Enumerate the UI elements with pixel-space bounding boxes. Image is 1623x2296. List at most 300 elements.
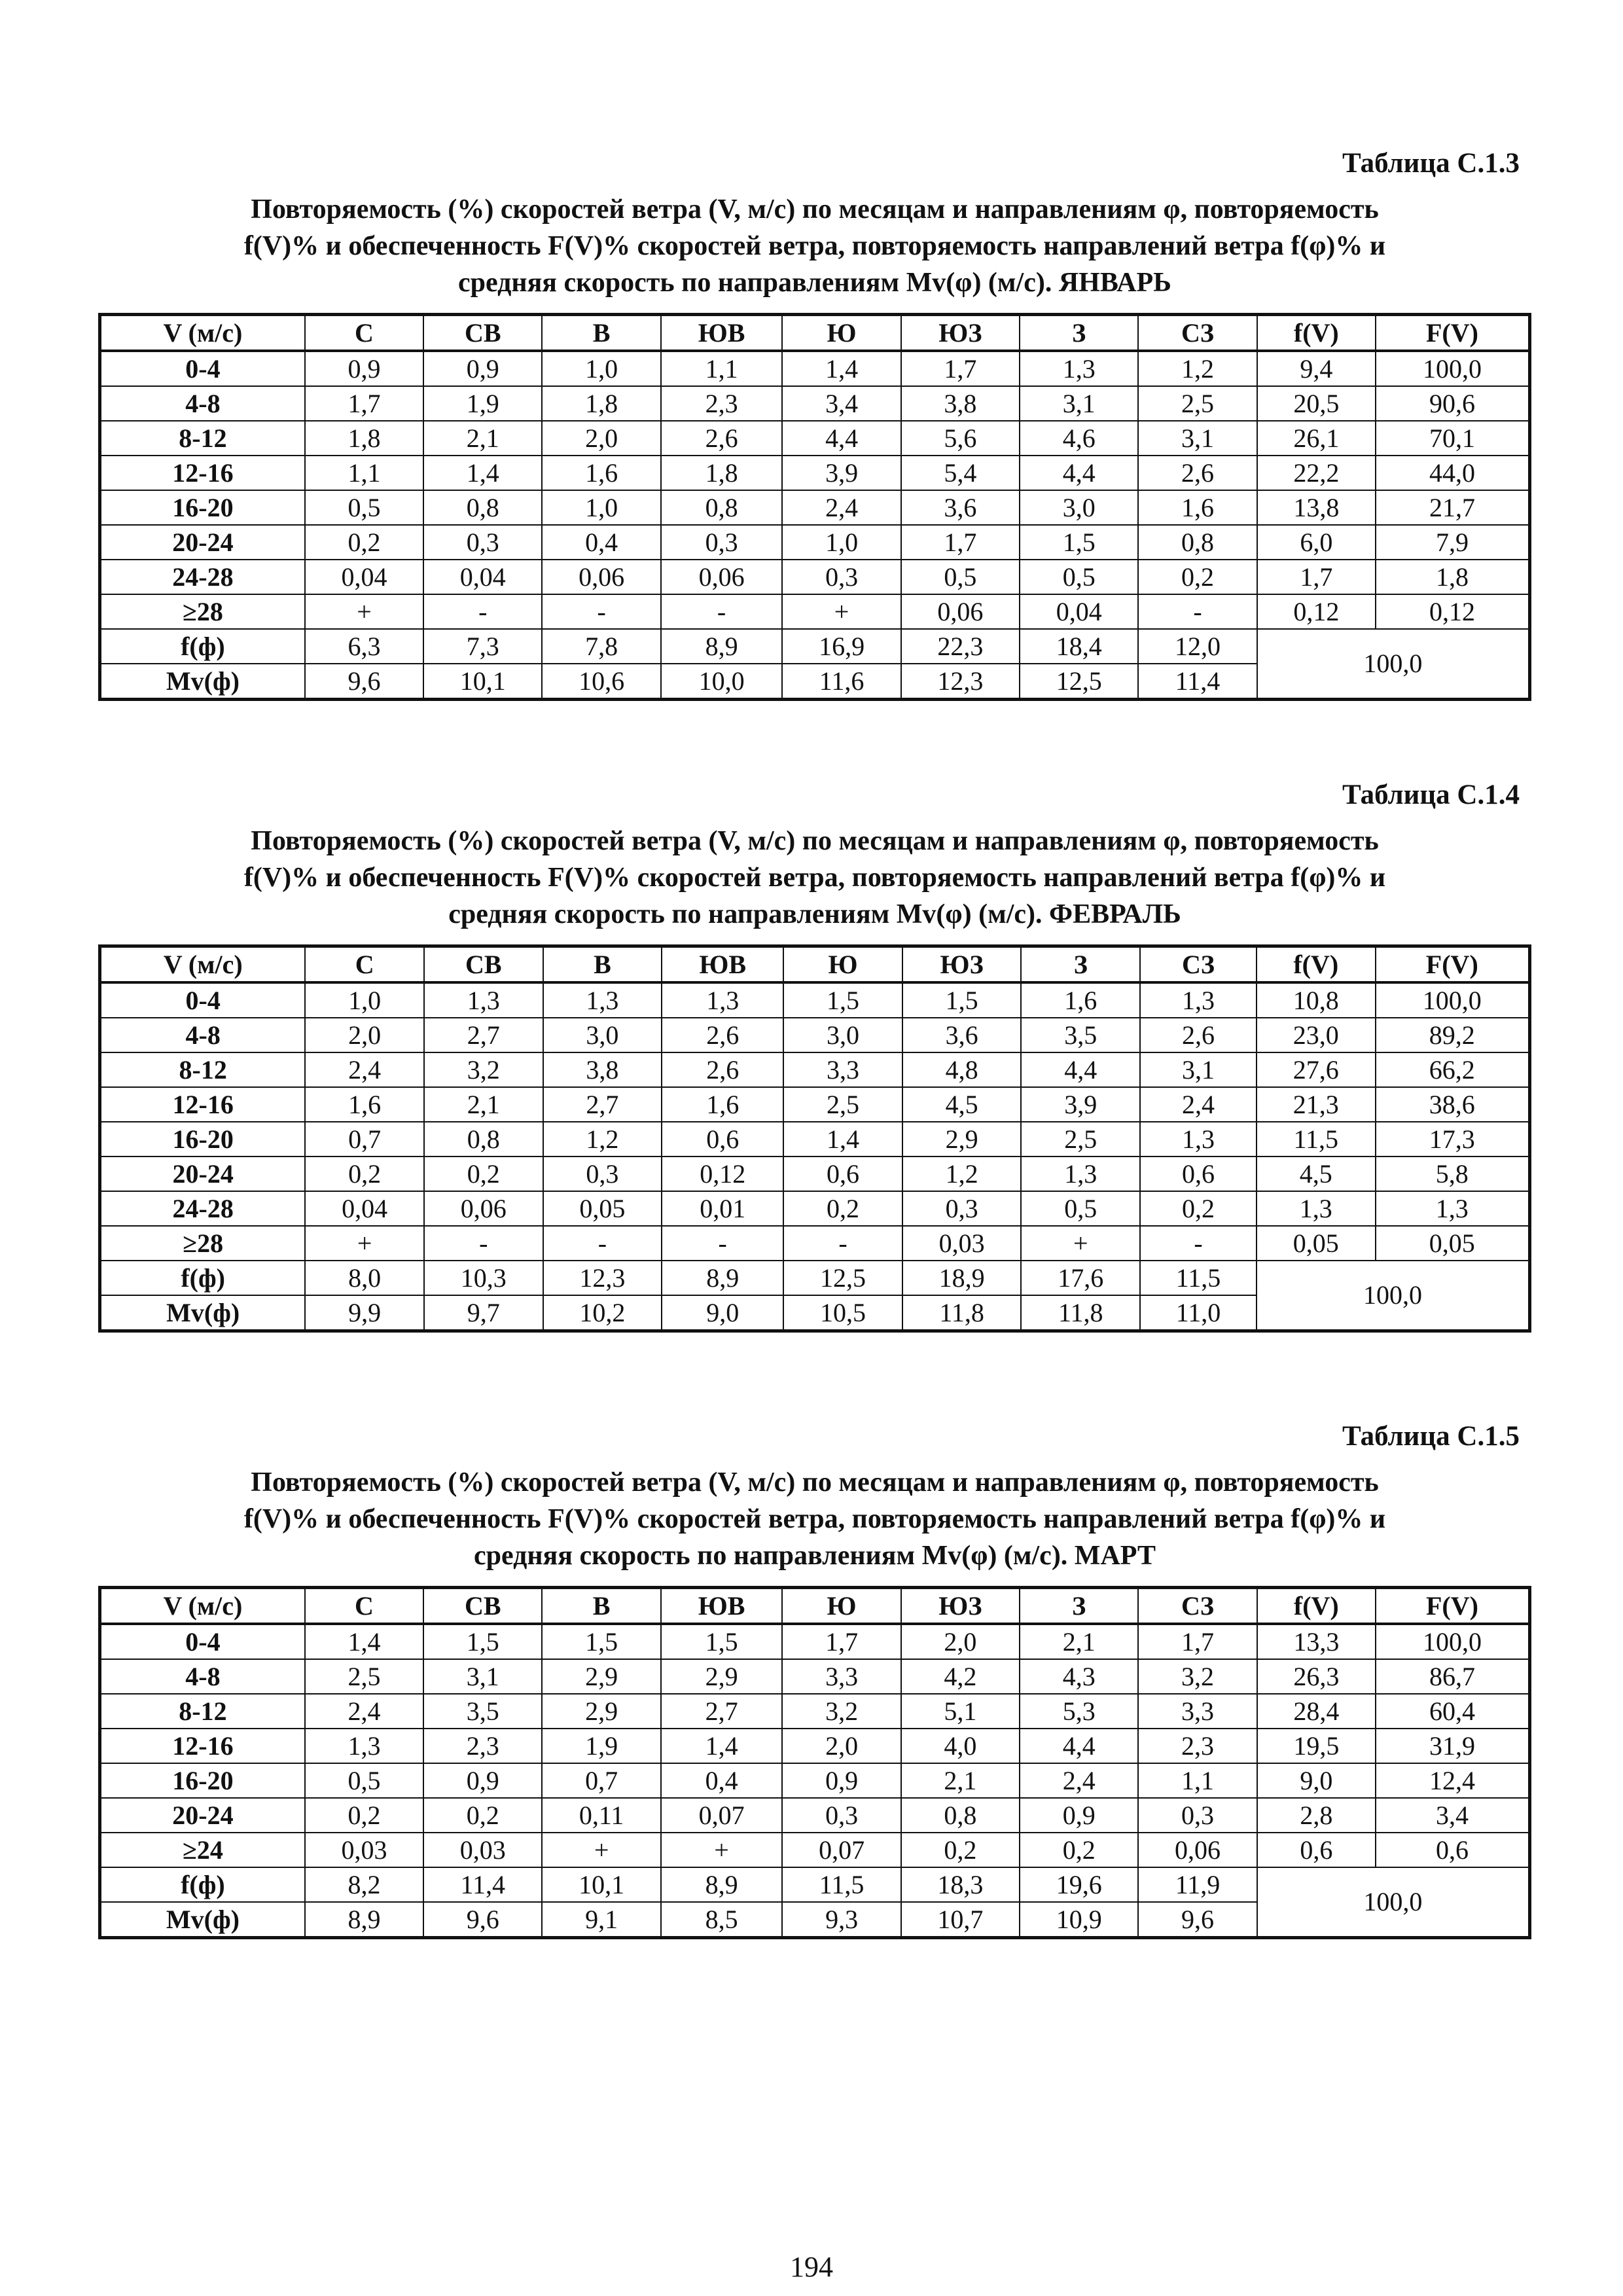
table-cell: 0,03 <box>902 1226 1022 1261</box>
table-cell: 9,1 <box>542 1902 660 1938</box>
table-cell: 1,3 <box>662 982 783 1018</box>
table-cell: 12-16 <box>100 1729 305 1763</box>
table-cell: 3,9 <box>782 456 901 490</box>
table-cell: 2,4 <box>1140 1087 1257 1122</box>
table-cell: 0,07 <box>782 1833 901 1867</box>
table-cell: 10,3 <box>424 1261 543 1295</box>
table-cell: 5,8 <box>1376 1157 1530 1191</box>
table-cell: 0,9 <box>423 1763 542 1798</box>
table-cell: 31,9 <box>1376 1729 1530 1763</box>
direction-frequency-row <box>100 629 1530 664</box>
total-cell: 100,0 <box>1257 1867 1530 1938</box>
table-cell: 0,4 <box>542 525 660 560</box>
table-cell: 3,3 <box>782 1659 901 1694</box>
table-cell: 12,4 <box>1376 1763 1530 1798</box>
table-cell: 1,8 <box>305 421 423 456</box>
table-cell: 2,4 <box>305 1052 424 1087</box>
table-cell: 1,7 <box>782 1624 901 1659</box>
table-cell: 21,7 <box>1376 490 1530 525</box>
table-cell: 1,3 <box>424 982 543 1018</box>
table-cell: - <box>423 594 542 629</box>
table-cell: 19,6 <box>1020 1867 1138 1902</box>
table-cell: 11,9 <box>1138 1867 1257 1902</box>
table-cell: 20-24 <box>100 525 305 560</box>
table-cell: 0,6 <box>1257 1833 1376 1867</box>
table-cell: 1,3 <box>1020 351 1138 386</box>
table-cell: 1,3 <box>1376 1191 1530 1226</box>
table-cell: 3,5 <box>1021 1018 1140 1052</box>
table-cell: 8,0 <box>305 1261 424 1295</box>
table-cell: - <box>661 594 783 629</box>
table-cell: 1,9 <box>542 1729 660 1763</box>
table-cell: 1,8 <box>1376 560 1530 594</box>
table-cell: + <box>305 1226 424 1261</box>
table-row <box>100 1694 1530 1729</box>
table-cell: 0,11 <box>542 1798 660 1833</box>
column-header: f(V) <box>1257 1588 1376 1624</box>
table-cell: 0,04 <box>305 1191 424 1226</box>
table-cell: 3,2 <box>424 1052 543 1087</box>
table-cell: 9,6 <box>305 664 423 700</box>
table-cell: 3,8 <box>901 386 1020 421</box>
table-row <box>100 490 1530 525</box>
table-caption <box>98 191 1531 301</box>
table-cell: 2,6 <box>661 421 783 456</box>
table-cell: 4,2 <box>901 1659 1020 1694</box>
table-cell: 1,6 <box>542 456 660 490</box>
table-cell: 1,3 <box>1140 982 1257 1018</box>
table-block-jan <box>98 147 1531 701</box>
table-cell: + <box>542 1833 660 1867</box>
table-cell: 3,8 <box>543 1052 662 1087</box>
table-cell: 2,8 <box>1257 1798 1376 1833</box>
table-cell: 0,9 <box>782 1763 901 1798</box>
caption-line: средняя скорость по направлениям Mv(φ) (м/с). МАРТ <box>474 1541 1156 1571</box>
table-cell: 5,6 <box>901 421 1020 456</box>
table-cell: 0,7 <box>542 1763 660 1798</box>
table-cell: 100,0 <box>1376 1624 1530 1659</box>
table-cell: 18,9 <box>902 1261 1022 1295</box>
table-cell: 22,3 <box>901 629 1020 664</box>
table-cell: 8,5 <box>661 1902 783 1938</box>
table-cell: 9,0 <box>662 1295 783 1331</box>
table-cell: 2,9 <box>542 1694 660 1729</box>
direction-frequency-row <box>100 1261 1530 1295</box>
table-number: Таблица С.1.5 <box>1342 1421 1520 1452</box>
table-cell: 0,2 <box>783 1191 902 1226</box>
table-cell: 12,3 <box>543 1261 662 1295</box>
table-cell: 10,8 <box>1257 982 1376 1018</box>
table-cell: 11,4 <box>1138 664 1257 700</box>
table-cell: 8,9 <box>662 1261 783 1295</box>
table-cell: 2,0 <box>305 1018 424 1052</box>
table-cell: 20,5 <box>1257 386 1376 421</box>
table-cell: 90,6 <box>1376 386 1530 421</box>
table-cell: 3,9 <box>1021 1087 1140 1122</box>
table-cell: 10,1 <box>542 1867 660 1902</box>
table-cell: 100,0 <box>1376 351 1530 386</box>
table-cell: 0,04 <box>1020 594 1138 629</box>
table-cell: - <box>783 1226 902 1261</box>
direction-frequency-row <box>100 1867 1530 1902</box>
table-cell: 1,4 <box>423 456 542 490</box>
table-cell: 2,6 <box>1140 1018 1257 1052</box>
table-cell: 0,5 <box>901 560 1020 594</box>
table-cell: 1,4 <box>783 1122 902 1157</box>
table-cell: 2,7 <box>661 1694 783 1729</box>
table-cell: + <box>661 1833 783 1867</box>
table-cell: 0,12 <box>1257 594 1376 629</box>
table-cell: 0,6 <box>1376 1833 1530 1867</box>
table-cell: 0,2 <box>305 1157 424 1191</box>
table-cell: 3,6 <box>902 1018 1022 1052</box>
table-cell: 0,3 <box>661 525 783 560</box>
table-cell: 2,1 <box>424 1087 543 1122</box>
wind-table <box>98 1586 1531 1939</box>
column-header: f(V) <box>1257 946 1376 983</box>
table-cell: 1,5 <box>902 982 1022 1018</box>
column-header: ЮВ <box>662 946 783 983</box>
table-cell: + <box>305 594 423 629</box>
table-cell: 3,1 <box>1020 386 1138 421</box>
table-cell: 0,07 <box>661 1798 783 1833</box>
table-cell: f(ф) <box>100 1867 305 1902</box>
table-cell: 10,9 <box>1020 1902 1138 1938</box>
table-cell: 1,5 <box>542 1624 660 1659</box>
column-header: СЗ <box>1140 946 1257 983</box>
table-cell: 2,3 <box>1138 1729 1257 1763</box>
table-cell: 3,3 <box>783 1052 902 1087</box>
table-cell: 11,4 <box>423 1867 542 1902</box>
table-cell: 13,3 <box>1257 1624 1376 1659</box>
table-cell: 0,06 <box>542 560 660 594</box>
table-row <box>100 386 1530 421</box>
table-cell: 1,5 <box>1020 525 1138 560</box>
table-cell: 2,7 <box>424 1018 543 1052</box>
table-cell: 2,3 <box>423 1729 542 1763</box>
table-row <box>100 1763 1530 1798</box>
table-cell: 1,3 <box>1021 1157 1140 1191</box>
table-cell: 23,0 <box>1257 1018 1376 1052</box>
table-cell: 0,2 <box>305 525 423 560</box>
table-cell: 1,7 <box>305 386 423 421</box>
table-cell: 4,4 <box>782 421 901 456</box>
caption-line: Повторяемость (%) скоростей ветра (V, м/с) по месяцам и направлениям φ, повторяемость <box>251 1467 1379 1498</box>
table-cell: 2,4 <box>782 490 901 525</box>
table-cell: 6,0 <box>1257 525 1376 560</box>
table-cell: 2,4 <box>1020 1763 1138 1798</box>
table-cell: 4-8 <box>100 1659 305 1694</box>
table-cell: 1,6 <box>1138 490 1257 525</box>
table-cell: 8,9 <box>661 1867 783 1902</box>
column-header: В <box>543 946 662 983</box>
table-cell: 1,1 <box>1138 1763 1257 1798</box>
table-cell: 0-4 <box>100 982 306 1018</box>
table-cell: 2,4 <box>305 1694 423 1729</box>
table-row <box>100 982 1530 1018</box>
table-cell: 0,8 <box>661 490 783 525</box>
table-cell: 0,05 <box>543 1191 662 1226</box>
column-header: СЗ <box>1138 1588 1257 1624</box>
table-cell: 1,3 <box>1257 1191 1376 1226</box>
table-cell: 20-24 <box>100 1798 305 1833</box>
table-cell: 4,4 <box>1021 1052 1140 1087</box>
column-header: СВ <box>423 1588 542 1624</box>
table-cell: - <box>1138 594 1257 629</box>
table-cell: 4,4 <box>1020 1729 1138 1763</box>
table-cell: 2,5 <box>783 1087 902 1122</box>
table-cell: 0,03 <box>423 1833 542 1867</box>
table-cell: 6,3 <box>305 629 423 664</box>
table-cell: 1,3 <box>305 1729 423 1763</box>
column-header: З <box>1020 315 1138 351</box>
table-cell: 2,5 <box>1138 386 1257 421</box>
table-cell: 0,06 <box>661 560 783 594</box>
table-cell: 1,4 <box>782 351 901 386</box>
column-header: F(V) <box>1376 315 1530 351</box>
column-header: V (м/с) <box>100 315 305 351</box>
table-cell: 28,4 <box>1257 1694 1376 1729</box>
table-cell: 2,0 <box>542 421 660 456</box>
caption-line: f(V)% и обеспеченность F(V)% скоростей ветра, повторяемость направлений ветра f(φ)% и <box>243 231 1386 261</box>
column-header: ЮВ <box>661 315 783 351</box>
table-cell: + <box>782 594 901 629</box>
table-cell: 2,6 <box>662 1052 783 1087</box>
table-cell: 17,6 <box>1021 1261 1140 1295</box>
table-cell: 0,2 <box>1020 1833 1138 1867</box>
table-cell: 2,9 <box>661 1659 783 1694</box>
table-cell: 2,9 <box>542 1659 660 1694</box>
table-cell: 13,8 <box>1257 490 1376 525</box>
table-cell: 26,3 <box>1257 1659 1376 1694</box>
table-cell: 27,6 <box>1257 1052 1376 1087</box>
table-row <box>100 1833 1530 1867</box>
table-cell: 2,1 <box>901 1763 1020 1798</box>
table-cell: 1,3 <box>543 982 662 1018</box>
table-cell: 5,1 <box>901 1694 1020 1729</box>
table-cell: 5,3 <box>1020 1694 1138 1729</box>
column-header: F(V) <box>1376 946 1530 983</box>
page-number: 194 <box>790 2251 833 2283</box>
table-cell: 9,0 <box>1257 1763 1376 1798</box>
table-cell: 9,3 <box>782 1902 901 1938</box>
column-header: В <box>542 1588 660 1624</box>
table-cell: 0,9 <box>1020 1798 1138 1833</box>
table-cell: 12,3 <box>901 664 1020 700</box>
table-cell: 1,7 <box>901 351 1020 386</box>
table-cell: 0,5 <box>1020 560 1138 594</box>
table-row <box>100 1018 1530 1052</box>
table-cell: 3,5 <box>423 1694 542 1729</box>
table-cell: 2,6 <box>1138 456 1257 490</box>
table-cell: 3,0 <box>783 1018 902 1052</box>
table-cell: 1,1 <box>305 456 423 490</box>
table-cell: 1,5 <box>661 1624 783 1659</box>
table-cell: 44,0 <box>1376 456 1530 490</box>
table-cell: 0,3 <box>543 1157 662 1191</box>
table-cell: 0,2 <box>901 1833 1020 1867</box>
column-header: Ю <box>783 946 902 983</box>
table-cell: 7,8 <box>542 629 660 664</box>
table-cell: 16-20 <box>100 490 305 525</box>
table-cell: 9,9 <box>305 1295 424 1331</box>
table-cell: 0,3 <box>902 1191 1022 1226</box>
table-cell: 1,0 <box>782 525 901 560</box>
table-row <box>100 456 1530 490</box>
table-cell: 0,8 <box>424 1122 543 1157</box>
table-cell: 4,0 <box>901 1729 1020 1763</box>
table-cell: 7,3 <box>423 629 542 664</box>
table-row <box>100 525 1530 560</box>
table-cell: 1,2 <box>1138 351 1257 386</box>
table-cell: 2,0 <box>901 1624 1020 1659</box>
table-cell: - <box>1140 1226 1257 1261</box>
table-cell: 1,0 <box>305 982 424 1018</box>
table-cell: 4,5 <box>902 1087 1022 1122</box>
table-cell: 9,7 <box>424 1295 543 1331</box>
column-header: В <box>542 315 660 351</box>
table-cell: 0,3 <box>1138 1798 1257 1833</box>
table-row <box>100 560 1530 594</box>
table-cell: 0,8 <box>423 490 542 525</box>
column-header: З <box>1020 1588 1138 1624</box>
column-header: СЗ <box>1138 315 1257 351</box>
table-cell: 1,2 <box>902 1157 1022 1191</box>
table-cell: 0,2 <box>424 1157 543 1191</box>
table-cell: 0,06 <box>901 594 1020 629</box>
table-cell: 0,9 <box>305 351 423 386</box>
table-cell: 3,4 <box>782 386 901 421</box>
table-cell: 3,0 <box>1020 490 1138 525</box>
table-cell: 2,1 <box>423 421 542 456</box>
table-cell: 3,1 <box>1140 1052 1257 1087</box>
table-cell: 1,3 <box>1140 1122 1257 1157</box>
table-cell: 10,7 <box>901 1902 1020 1938</box>
table-cell: 0,4 <box>661 1763 783 1798</box>
table-cell: 2,6 <box>662 1018 783 1052</box>
table-cell: 12,5 <box>1020 664 1138 700</box>
table-cell: 100,0 <box>1376 982 1530 1018</box>
table-cell: 3,4 <box>1376 1798 1530 1833</box>
table-cell: 0,12 <box>662 1157 783 1191</box>
column-header: С <box>305 1588 423 1624</box>
table-cell: 8,9 <box>661 629 783 664</box>
table-cell: Mv(ф) <box>100 1902 305 1938</box>
table-cell: 3,2 <box>782 1694 901 1729</box>
table-cell: 8-12 <box>100 421 305 456</box>
column-header: З <box>1021 946 1140 983</box>
table-cell: 9,6 <box>1138 1902 1257 1938</box>
table-cell: 2,1 <box>1020 1624 1138 1659</box>
table-row <box>100 1226 1530 1261</box>
table-cell: 0,6 <box>662 1122 783 1157</box>
table-cell: 0,8 <box>901 1798 1020 1833</box>
table-row <box>100 1157 1530 1191</box>
table-row <box>100 1087 1530 1122</box>
table-cell: 0,04 <box>305 560 423 594</box>
table-cell: 3,1 <box>1138 421 1257 456</box>
header-row <box>100 946 1530 983</box>
table-cell: 7,9 <box>1376 525 1530 560</box>
caption-line: f(V)% и обеспеченность F(V)% скоростей ветра, повторяемость направлений ветра f(φ)% и <box>243 863 1386 893</box>
table-cell: 26,1 <box>1257 421 1376 456</box>
table-cell: 1,4 <box>661 1729 783 1763</box>
header-row <box>100 315 1530 351</box>
table-cell: 1,4 <box>305 1624 423 1659</box>
table-cell: 4,3 <box>1020 1659 1138 1694</box>
table-cell: 16-20 <box>100 1122 306 1157</box>
table-cell: 1,6 <box>662 1087 783 1122</box>
table-cell: 2,3 <box>661 386 783 421</box>
table-cell: 10,6 <box>542 664 660 700</box>
table-cell: + <box>1021 1226 1140 1261</box>
table-cell: 11,8 <box>1021 1295 1140 1331</box>
table-cell: 10,1 <box>423 664 542 700</box>
table-cell: 11,5 <box>782 1867 901 1902</box>
caption-line: Повторяемость (%) скоростей ветра (V, м/с) по месяцам и направлениям φ, повторяемость <box>251 194 1379 224</box>
table-cell: - <box>424 1226 543 1261</box>
table-row <box>100 1052 1530 1087</box>
table-row <box>100 1798 1530 1833</box>
table-cell: 1,7 <box>1138 1624 1257 1659</box>
table-cell: f(ф) <box>100 629 305 664</box>
table-cell: 0,2 <box>423 1798 542 1833</box>
table-cell: 10,5 <box>783 1295 902 1331</box>
table-cell: 0,05 <box>1376 1226 1530 1261</box>
table-cell: 24-28 <box>100 1191 306 1226</box>
table-row <box>100 421 1530 456</box>
table-cell: 12-16 <box>100 1087 306 1122</box>
table-cell: 2,7 <box>543 1087 662 1122</box>
column-header: ЮЗ <box>902 946 1022 983</box>
table-cell: 12-16 <box>100 456 305 490</box>
table-cell: 11,0 <box>1140 1295 1257 1331</box>
table-row <box>100 1624 1530 1659</box>
total-cell: 100,0 <box>1257 629 1530 700</box>
table-cell: 4-8 <box>100 386 305 421</box>
table-cell: f(ф) <box>100 1261 306 1295</box>
table-cell: 1,7 <box>1257 560 1376 594</box>
table-cell: 0,2 <box>1140 1191 1257 1226</box>
column-header: СВ <box>423 315 542 351</box>
table-cell: 1,6 <box>305 1087 424 1122</box>
total-cell: 100,0 <box>1257 1261 1530 1331</box>
table-cell: Mv(ф) <box>100 1295 306 1331</box>
table-cell: 0,3 <box>782 1798 901 1833</box>
table-cell: 1,8 <box>661 456 783 490</box>
table-cell: 1,7 <box>901 525 1020 560</box>
table-cell: 1,6 <box>1021 982 1140 1018</box>
table-row <box>100 1729 1530 1763</box>
table-cell: 11,5 <box>1140 1261 1257 1295</box>
caption-line: f(V)% и обеспеченность F(V)% скоростей ветра, повторяемость направлений ветра f(φ)% и <box>243 1504 1386 1534</box>
table-cell: 18,4 <box>1020 629 1138 664</box>
table-cell: 0,01 <box>662 1191 783 1226</box>
table-cell: 10,2 <box>543 1295 662 1331</box>
table-cell: 4,4 <box>1020 456 1138 490</box>
table-cell: 70,1 <box>1376 421 1530 456</box>
table-cell: 0,2 <box>1138 560 1257 594</box>
table-cell: 1,8 <box>542 386 660 421</box>
table-cell: 0,04 <box>423 560 542 594</box>
table-cell: 12,5 <box>783 1261 902 1295</box>
table-cell: 10,0 <box>661 664 783 700</box>
table-cell: 60,4 <box>1376 1694 1530 1729</box>
column-header: СВ <box>424 946 543 983</box>
table-cell: 2,0 <box>782 1729 901 1763</box>
table-row <box>100 594 1530 629</box>
table-cell: 5,4 <box>901 456 1020 490</box>
